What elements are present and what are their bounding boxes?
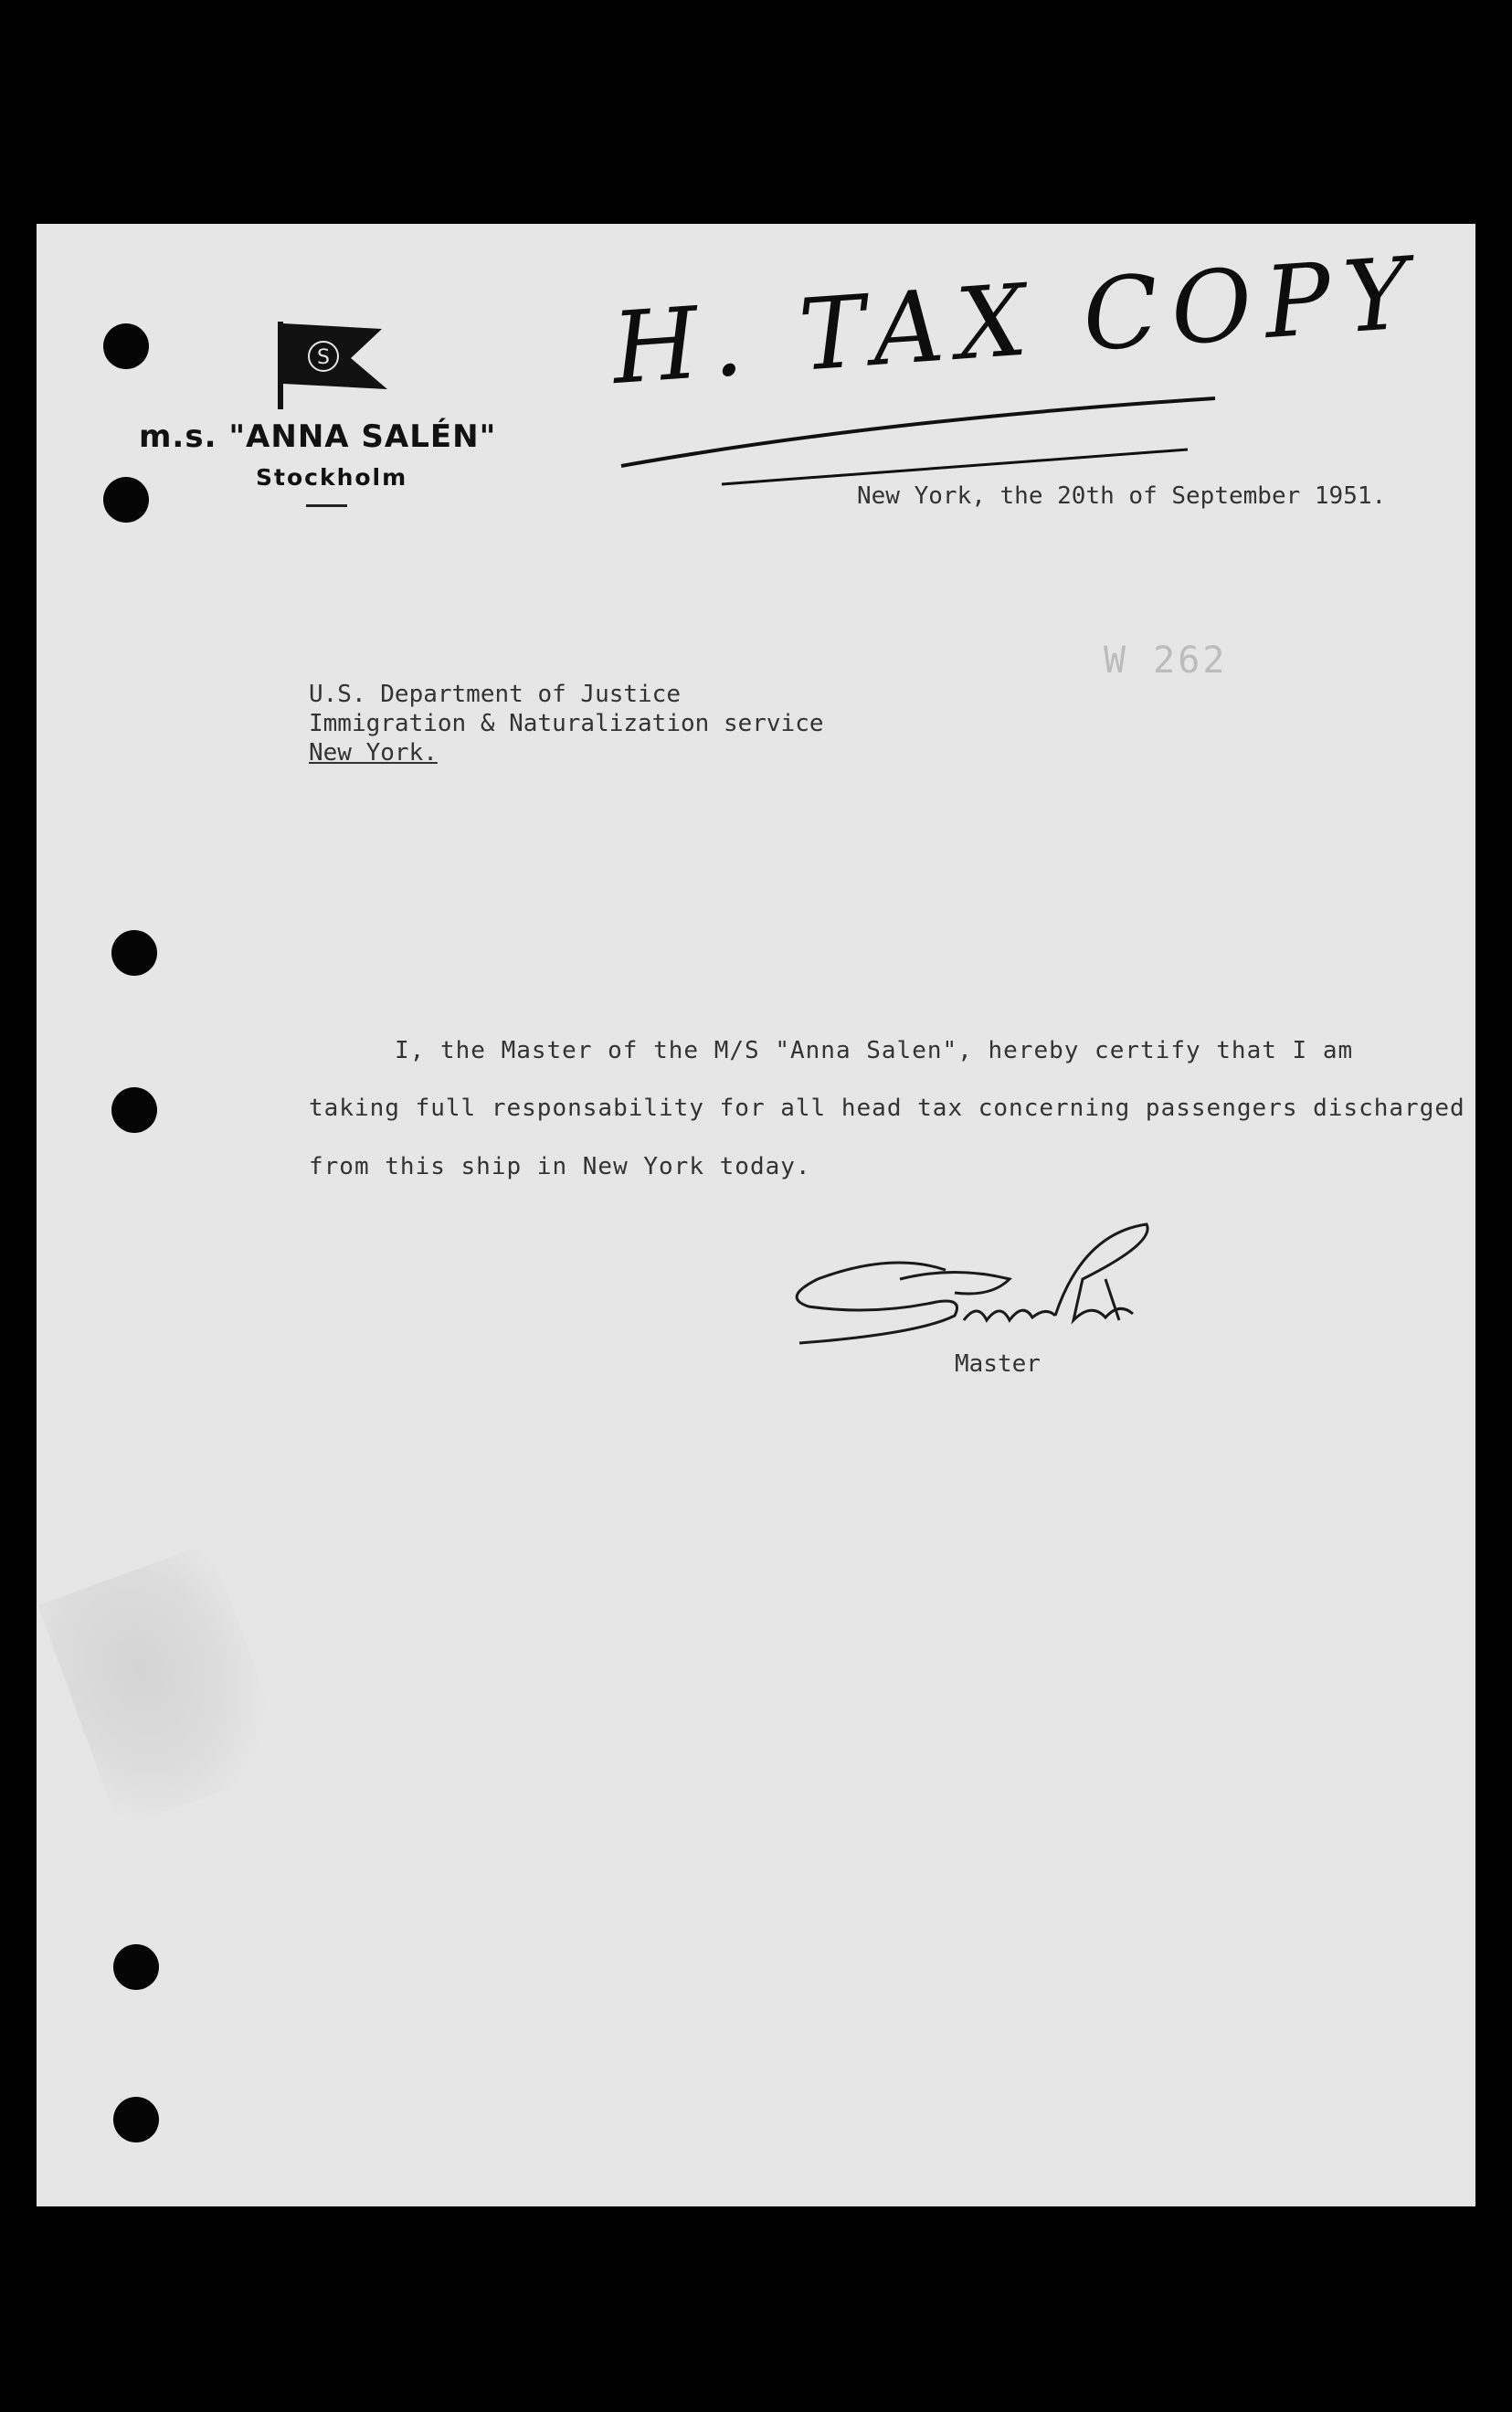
recipient-line-2: Immigration & Naturalization service bbox=[309, 710, 824, 737]
letterhead-rule bbox=[306, 504, 347, 507]
recipient-line-1: U.S. Department of Justice bbox=[309, 681, 681, 708]
punch-hole bbox=[111, 930, 157, 976]
signature-mark bbox=[781, 1215, 1165, 1361]
punch-hole bbox=[113, 2097, 159, 2142]
punch-hole bbox=[103, 323, 149, 369]
letter-page bbox=[37, 224, 1475, 2206]
flag-logo-icon bbox=[274, 320, 393, 411]
punch-hole bbox=[103, 477, 149, 523]
recipient-line-3: New York. bbox=[309, 739, 438, 767]
signature-title: Master bbox=[955, 1350, 1041, 1378]
handwritten-annotation: H. TAX COPY bbox=[608, 236, 1426, 407]
paper-stain bbox=[38, 1543, 291, 1829]
letterhead-ship-name: m.s. "ANNA SALÉN" bbox=[139, 418, 497, 455]
body-line-2: taking full responsability for all head tax concerning passengers discharged bbox=[309, 1095, 1465, 1122]
annotation-underline bbox=[603, 393, 1224, 493]
punch-hole bbox=[111, 1087, 157, 1133]
file-stamp: W 262 bbox=[1104, 640, 1228, 682]
svg-text:S: S bbox=[317, 346, 330, 369]
body-line-3: from this ship in New York today. bbox=[309, 1153, 811, 1180]
body-line-1: I, the Master of the M/S "Anna Salen", hereby certify that I am bbox=[395, 1037, 1354, 1064]
letterhead-city: Stockholm bbox=[256, 464, 408, 491]
punch-hole bbox=[113, 1944, 159, 1990]
date-line: New York, the 20th of September 1951. bbox=[857, 482, 1387, 510]
